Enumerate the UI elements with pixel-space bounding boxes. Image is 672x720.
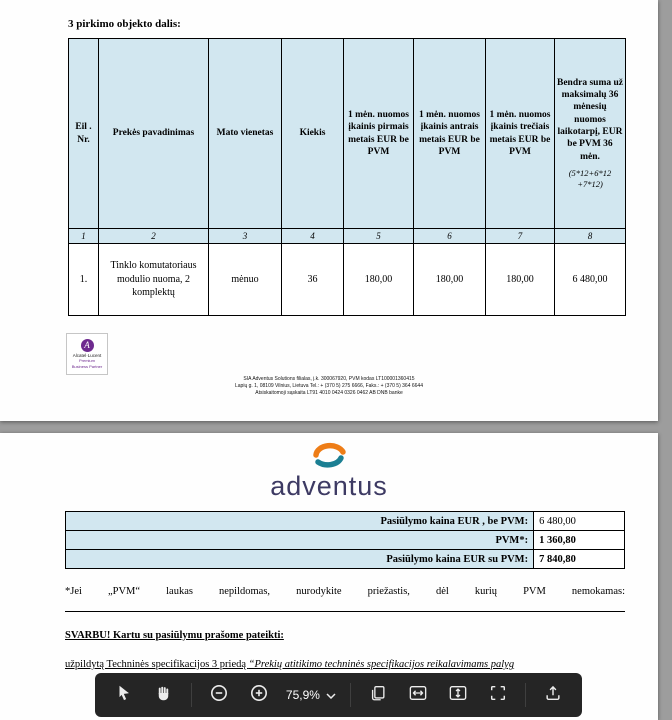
attachment-requirement <box>65 656 625 673</box>
data-cell: mėnuo <box>209 244 282 316</box>
attachment-text: užpildytą Techninės specifikacijos 3 priedą <box>65 659 249 670</box>
price-value: 6 480,00 <box>534 512 625 531</box>
index-cell: 8 <box>555 229 626 244</box>
price-label: Pasiūlymo kaina EUR su PVM: <box>66 550 534 569</box>
hand-tool-button[interactable] <box>151 682 177 708</box>
pointer-icon <box>115 684 133 707</box>
footer-line: Lapių g. 1, 08109 Vilnius, Lietuva Tel.: + (370 5) 275 6666, Faks.: + (370 5) 364 6644 <box>234 383 423 389</box>
pointer-tool-button[interactable] <box>111 682 137 708</box>
fit-page-icon <box>448 684 468 707</box>
toolbar-divider <box>525 683 526 707</box>
header-cell-main: Bendra suma už maksimalų 36 mėnesių nuomos laikotarpį, EUR be PVM 36 mėn. <box>557 77 623 162</box>
header-cell <box>555 39 626 229</box>
offer-spec-table <box>68 38 626 316</box>
important-heading: SVARBU! Kartu su pasiūlymu prašome pateikti: <box>65 630 284 641</box>
price-row <box>66 531 625 550</box>
column-index-row <box>69 229 626 244</box>
toolbar-divider <box>191 683 192 707</box>
footer-line: Atsiskaitomoji sąskaita LT91 4010 0424 0326 0462 AB DNB banke <box>255 390 403 396</box>
pages-icon <box>369 684 387 707</box>
partner-logo-sub2: Business Partner <box>71 363 103 369</box>
header-cell: Eil . Nr. <box>69 39 99 229</box>
index-cell: 1 <box>69 229 99 244</box>
fit-page-button[interactable] <box>445 682 471 708</box>
zoom-in-button[interactable] <box>246 682 272 708</box>
pvm-exemption-note: *Jei „PVM“ laukas nepildomas, nurodykite priežastis, dėl kurių PVM nemokamas: <box>65 586 625 597</box>
hand-icon <box>155 684 173 707</box>
alcatel-lucent-mark-icon: A <box>81 339 94 352</box>
price-row <box>66 550 625 569</box>
fit-width-button[interactable] <box>405 682 431 708</box>
section-heading: 3 pirkimo objekto dalis: <box>68 18 181 30</box>
adventus-logo-text: adventus <box>270 471 388 501</box>
toolbar-divider <box>350 683 351 707</box>
data-cell: 36 <box>282 244 344 316</box>
adventus-logo <box>0 441 658 502</box>
index-cell: 4 <box>282 229 344 244</box>
zoom-out-icon <box>209 683 229 708</box>
header-cell: Prekės pavadinimas <box>99 39 209 229</box>
data-cell: 6 480,00 <box>555 244 626 316</box>
alcatel-lucent-partner-logo <box>66 333 108 375</box>
adventus-swoosh-icon <box>307 441 351 474</box>
zoom-level-value: 75,9% <box>285 688 320 702</box>
pages-view-button[interactable] <box>365 682 391 708</box>
partner-logo-sub1: Premium <box>78 357 95 363</box>
price-label: Pasiūlymo kaina EUR , be PVM: <box>66 512 534 531</box>
header-cell: Mato vienetas <box>209 39 282 229</box>
table-data-row <box>69 244 626 316</box>
price-label: PVM*: <box>66 531 534 550</box>
partner-logo-name: Alcatel·Lucent <box>72 352 102 358</box>
export-icon <box>544 684 562 707</box>
attachment-document-title: “Prekių atitikimo techninės specifikacijos reikalavimams palyg <box>248 659 515 670</box>
header-cell: 1 mėn. nuomos įkainis pirmais metais EUR be PVM <box>344 39 414 229</box>
data-cell: 180,00 <box>344 244 414 316</box>
data-cell: 180,00 <box>414 244 486 316</box>
header-cell-formula: (5*12+6*12 +7*12) <box>568 168 612 190</box>
fit-width-icon <box>408 684 428 707</box>
fullscreen-button[interactable] <box>485 682 511 708</box>
index-cell: 7 <box>486 229 555 244</box>
data-cell: Tinklo komutatoriaus modulio nuoma, 2 komplektų <box>99 244 209 316</box>
price-value: 1 360,80 <box>534 531 625 550</box>
blank-fill-line <box>65 611 625 612</box>
index-cell: 2 <box>99 229 209 244</box>
zoom-out-button[interactable] <box>206 682 232 708</box>
data-cell: 1. <box>69 244 99 316</box>
price-summary-table <box>65 511 625 569</box>
index-cell: 6 <box>414 229 486 244</box>
fullscreen-icon <box>489 684 507 707</box>
price-value: 7 840,80 <box>534 550 625 569</box>
header-cell: Kiekis <box>282 39 344 229</box>
header-cell: 1 mėn. nuomos įkainis antrais metais EUR be PVM <box>414 39 486 229</box>
footer-line: SIA Adventus Solutions filialas, į.k. 300067920, PVM kodas LT100001360415 <box>243 376 415 382</box>
table-header-row <box>69 39 626 229</box>
zoom-level-dropdown[interactable] <box>286 688 336 702</box>
data-cell: 180,00 <box>486 244 555 316</box>
index-cell: 3 <box>209 229 282 244</box>
index-cell: 5 <box>344 229 414 244</box>
zoom-in-icon <box>249 683 269 708</box>
chevron-down-icon <box>326 688 336 702</box>
export-button[interactable] <box>540 682 566 708</box>
header-cell: 1 mėn. nuomos įkainis trečiais metais EUR be PVM <box>486 39 555 229</box>
price-row <box>66 512 625 531</box>
company-footer <box>0 376 658 397</box>
pdf-toolbar <box>95 673 582 717</box>
